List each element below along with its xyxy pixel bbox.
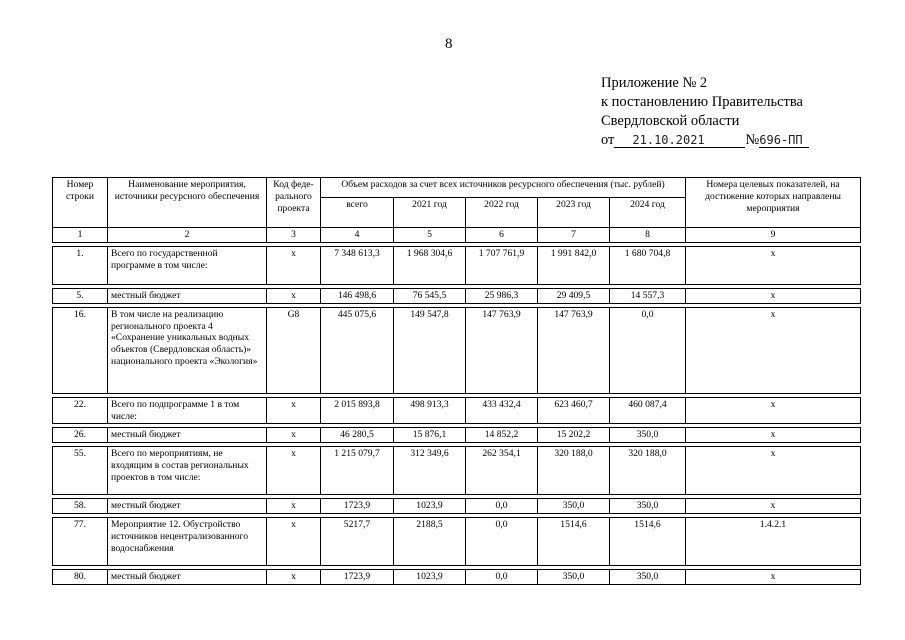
cell-y2023: 320 188,0 <box>538 447 610 495</box>
cell-num: 77. <box>53 518 108 566</box>
cell-y2024: 1 680 704,8 <box>610 246 686 284</box>
appendix-resolution: к постановлению Правительства <box>601 94 803 110</box>
cell-code: х <box>267 428 321 443</box>
cell-targets: х <box>686 499 861 514</box>
table-row <box>53 499 861 514</box>
column-number: 4 <box>321 228 394 243</box>
cell-code: х <box>267 518 321 566</box>
cell-y2022: 25 986,3 <box>466 288 538 303</box>
cell-y2021: 149 547,8 <box>394 307 466 393</box>
cell-y2022: 14 852,2 <box>466 428 538 443</box>
header-name: Наименование мероприятия, источники ресурсного обеспечения <box>108 178 267 228</box>
table-row <box>53 307 861 393</box>
cell-targets: х <box>686 428 861 443</box>
cell-total: 1723,9 <box>321 499 394 514</box>
cell-code: х <box>267 397 321 424</box>
cell-y2023: 15 202,2 <box>538 428 610 443</box>
cell-y2022: 0,0 <box>466 499 538 514</box>
header-2024: 2024 год <box>610 198 686 228</box>
cell-num: 5. <box>53 288 108 303</box>
header-volume: Объем расходов за счет всех источников ресурсного обеспечения (тыс. рублей) <box>321 178 686 198</box>
page-number: 8 <box>445 36 453 52</box>
cell-y2024: 350,0 <box>610 499 686 514</box>
cell-name: Всего по мероприятиям, не входящим в состав региональных проектов в том числе: <box>108 447 267 495</box>
cell-y2021: 2188,5 <box>394 518 466 566</box>
cell-y2023: 147 763,9 <box>538 307 610 393</box>
resolution-number: 696-ПП <box>759 134 809 148</box>
table-row <box>53 288 861 303</box>
cell-num: 16. <box>53 307 108 393</box>
cell-y2024: 320 188,0 <box>610 447 686 495</box>
cell-y2023: 1514,6 <box>538 518 610 566</box>
cell-code: х <box>267 570 321 585</box>
cell-code: х <box>267 246 321 284</box>
cell-total: 7 348 613,3 <box>321 246 394 284</box>
cell-name: местный бюджет <box>108 428 267 443</box>
cell-num: 55. <box>53 447 108 495</box>
header-total: всего <box>321 198 394 228</box>
header-2023: 2023 год <box>538 198 610 228</box>
cell-name: Всего по государственной программе в том числе: <box>108 246 267 284</box>
cell-y2022: 147 763,9 <box>466 307 538 393</box>
cell-y2024: 1514,6 <box>610 518 686 566</box>
cell-num: 26. <box>53 428 108 443</box>
cell-code: х <box>267 499 321 514</box>
column-number: 1 <box>53 228 108 243</box>
cell-y2024: 350,0 <box>610 570 686 585</box>
appendix-title: Приложение № 2 <box>601 75 708 91</box>
column-numbers-row <box>53 228 861 243</box>
header-2022: 2022 год <box>466 198 538 228</box>
cell-y2021: 76 545,5 <box>394 288 466 303</box>
cell-y2024: 0,0 <box>610 307 686 393</box>
cell-name: Всего по подпрограмме 1 в том числе: <box>108 397 267 424</box>
cell-total: 46 280,5 <box>321 428 394 443</box>
cell-code: х <box>267 288 321 303</box>
header-code: Код феде-рального проекта <box>267 178 321 228</box>
table-body <box>53 228 861 585</box>
cell-y2021: 1023,9 <box>394 499 466 514</box>
table-row <box>53 570 861 585</box>
cell-y2022: 433 432,4 <box>466 397 538 424</box>
cell-targets: х <box>686 570 861 585</box>
cell-name: Мероприятие 12. Обустройство источников нецентрализованного водоснабжения <box>108 518 267 566</box>
column-number: 2 <box>108 228 267 243</box>
cell-num: 58. <box>53 499 108 514</box>
cell-targets: х <box>686 307 861 393</box>
cell-y2022: 262 354,1 <box>466 447 538 495</box>
column-number: 5 <box>394 228 466 243</box>
cell-code: G8 <box>267 307 321 393</box>
cell-targets: х <box>686 397 861 424</box>
cell-num: 80. <box>53 570 108 585</box>
table-row <box>53 428 861 443</box>
cell-y2023: 350,0 <box>538 499 610 514</box>
appendix-region: Свердловской области <box>601 113 740 129</box>
cell-total: 5217,7 <box>321 518 394 566</box>
cell-total: 445 075,6 <box>321 307 394 393</box>
header-targets: Номера целевых показателей, на достижение которых направлены мероприятия <box>686 178 861 228</box>
number-label: № <box>745 132 760 148</box>
appendix-block <box>601 74 809 150</box>
cell-targets: х <box>686 246 861 284</box>
resolution-date: 21.10.2021 <box>614 134 745 148</box>
cell-total: 1723,9 <box>321 570 394 585</box>
cell-name: В том числе на реализацию регионального проекта 4 «Сохранение уникальных водных объектов (Свердловская область)» национального проекта «Экология» <box>108 307 267 393</box>
cell-y2022: 0,0 <box>466 570 538 585</box>
cell-y2023: 623 460,7 <box>538 397 610 424</box>
from-label: от <box>601 132 615 148</box>
cell-y2021: 1023,9 <box>394 570 466 585</box>
cell-name: местный бюджет <box>108 570 267 585</box>
appendix-date-line <box>601 131 809 150</box>
cell-total: 1 215 079,7 <box>321 447 394 495</box>
cell-y2021: 15 876,1 <box>394 428 466 443</box>
cell-num: 22. <box>53 397 108 424</box>
cell-targets: 1.4.2.1 <box>686 518 861 566</box>
column-number: 9 <box>686 228 861 243</box>
table-row <box>53 447 861 495</box>
cell-y2021: 312 349,6 <box>394 447 466 495</box>
cell-y2022: 0,0 <box>466 518 538 566</box>
header-row-number: Номер строки <box>53 178 108 228</box>
cell-y2024: 350,0 <box>610 428 686 443</box>
cell-y2022: 1 707 761,9 <box>466 246 538 284</box>
column-number: 7 <box>538 228 610 243</box>
table-row <box>53 518 861 566</box>
cell-y2024: 460 087,4 <box>610 397 686 424</box>
cell-targets: х <box>686 447 861 495</box>
cell-targets: х <box>686 288 861 303</box>
cell-y2023: 29 409,5 <box>538 288 610 303</box>
cell-num: 1. <box>53 246 108 284</box>
cell-y2021: 1 968 304,6 <box>394 246 466 284</box>
cell-y2023: 1 991 842,0 <box>538 246 610 284</box>
column-number: 3 <box>267 228 321 243</box>
cell-y2021: 498 913,3 <box>394 397 466 424</box>
table-row <box>53 246 861 284</box>
header-2021: 2021 год <box>394 198 466 228</box>
expenses-table <box>52 177 861 585</box>
cell-y2023: 350,0 <box>538 570 610 585</box>
table-row <box>53 397 861 424</box>
cell-total: 146 498,6 <box>321 288 394 303</box>
cell-name: местный бюджет <box>108 288 267 303</box>
cell-total: 2 015 893,8 <box>321 397 394 424</box>
column-number: 6 <box>466 228 538 243</box>
cell-name: местный бюджет <box>108 499 267 514</box>
column-number: 8 <box>610 228 686 243</box>
cell-code: х <box>267 447 321 495</box>
cell-y2024: 14 557,3 <box>610 288 686 303</box>
